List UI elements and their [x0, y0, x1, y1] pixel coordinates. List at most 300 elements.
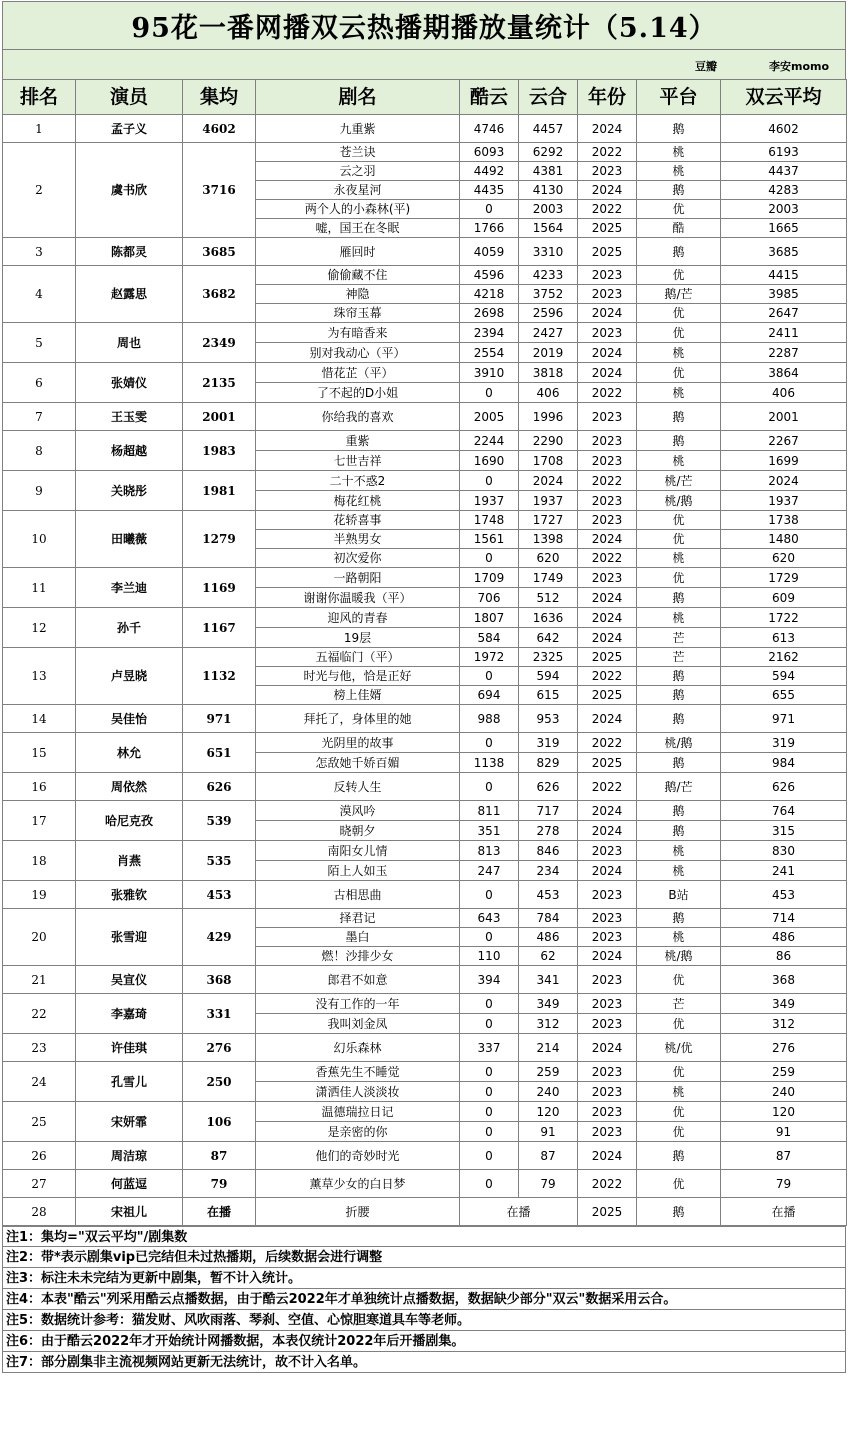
rank-cell: 14 — [3, 705, 76, 733]
yunhe-cell: 234 — [519, 861, 578, 881]
yunhe-cell: 1636 — [519, 608, 578, 628]
kuyun-cell: 4596 — [460, 266, 519, 285]
table-row — [3, 608, 847, 628]
header-rank: 排名 — [3, 80, 76, 115]
yunhe-cell: 829 — [519, 753, 578, 773]
drama-name-cell: 云之羽 — [256, 162, 460, 181]
drama-name-cell: 陌上人如玉 — [256, 861, 460, 881]
actor-cell: 王玉雯 — [76, 403, 183, 431]
platform-cell: 酷 — [637, 219, 721, 238]
drama-name-cell: 幻乐森林 — [256, 1034, 460, 1062]
dual-avg-cell: 655 — [721, 686, 847, 705]
rank-cell: 21 — [3, 966, 76, 994]
platform-cell: 鹅 — [637, 115, 721, 143]
year-cell: 2023 — [578, 403, 637, 431]
table-row — [3, 648, 847, 667]
kuyun-cell: 4435 — [460, 181, 519, 200]
dual-avg-cell: 1937 — [721, 491, 847, 511]
drama-name-cell: 谢谢你温暖我（平） — [256, 588, 460, 608]
episode-avg-cell: 971 — [183, 705, 256, 733]
note-line: 注4：本表"酷云"列采用酷云点播数据，由于酷云2022年才单独统计点播数据，数据缺少部分"双云"数据采用云合。 — [2, 1289, 846, 1310]
year-cell: 2023 — [578, 1102, 637, 1122]
dual-avg-cell: 620 — [721, 549, 847, 568]
spreadsheet — [2, 1, 846, 1439]
credits-row — [2, 50, 846, 79]
yunhe-cell: 486 — [519, 928, 578, 947]
episode-avg-cell: 331 — [183, 994, 256, 1034]
year-cell: 2022 — [578, 200, 637, 219]
year-cell: 2023 — [578, 928, 637, 947]
platform-cell: 优 — [637, 1014, 721, 1034]
year-cell: 2024 — [578, 115, 637, 143]
kuyun-cell: 2244 — [460, 431, 519, 451]
kuyun-cell: 在播 — [460, 1198, 578, 1226]
actor-cell: 吴佳怡 — [76, 705, 183, 733]
platform-cell: 桃/优 — [637, 1034, 721, 1062]
kuyun-cell: 0 — [460, 881, 519, 909]
year-cell: 2022 — [578, 383, 637, 403]
yunhe-cell: 453 — [519, 881, 578, 909]
episode-avg-cell: 4602 — [183, 115, 256, 143]
year-cell: 2024 — [578, 947, 637, 966]
year-cell: 2024 — [578, 304, 637, 323]
kuyun-cell: 0 — [460, 200, 519, 219]
table-row — [3, 363, 847, 383]
kuyun-cell: 0 — [460, 773, 519, 801]
year-cell: 2023 — [578, 162, 637, 181]
platform-cell: 桃/鹅 — [637, 733, 721, 753]
rank-cell: 3 — [3, 238, 76, 266]
dual-avg-cell: 4602 — [721, 115, 847, 143]
drama-name-cell: 漠风吟 — [256, 801, 460, 821]
kuyun-cell: 1709 — [460, 568, 519, 588]
drama-name-cell: 惜花芷（平） — [256, 363, 460, 383]
table-row — [3, 431, 847, 451]
kuyun-cell: 4492 — [460, 162, 519, 181]
table-row — [3, 1198, 847, 1226]
yunhe-cell: 615 — [519, 686, 578, 705]
dual-avg-cell: 368 — [721, 966, 847, 994]
year-cell: 2023 — [578, 511, 637, 530]
episode-avg-cell: 1132 — [183, 648, 256, 705]
yunhe-cell: 1708 — [519, 451, 578, 471]
rank-cell: 22 — [3, 994, 76, 1034]
yunhe-cell: 278 — [519, 821, 578, 841]
rank-cell: 6 — [3, 363, 76, 403]
year-cell: 2024 — [578, 705, 637, 733]
drama-name-cell: 别对我动心（平） — [256, 343, 460, 363]
yunhe-cell: 349 — [519, 994, 578, 1014]
kuyun-cell: 0 — [460, 549, 519, 568]
kuyun-cell: 4218 — [460, 285, 519, 304]
episode-avg-cell: 250 — [183, 1062, 256, 1102]
drama-name-cell: 永夜星河 — [256, 181, 460, 200]
drama-name-cell: 两个人的小森林(平) — [256, 200, 460, 219]
drama-name-cell: 折腰 — [256, 1198, 460, 1226]
table-row — [3, 1142, 847, 1170]
platform-cell: 鹅 — [637, 403, 721, 431]
platform-cell: 桃 — [637, 841, 721, 861]
table-row — [3, 568, 847, 588]
actor-cell: 肖燕 — [76, 841, 183, 881]
yunhe-cell: 62 — [519, 947, 578, 966]
header-ep-avg: 集均 — [183, 80, 256, 115]
drama-name-cell: 光阴里的故事 — [256, 733, 460, 753]
table-row — [3, 143, 847, 162]
rank-cell: 24 — [3, 1062, 76, 1102]
actor-cell: 关晓彤 — [76, 471, 183, 511]
dual-avg-cell: 240 — [721, 1082, 847, 1102]
drama-name-cell: 七世吉祥 — [256, 451, 460, 471]
episode-avg-cell: 429 — [183, 909, 256, 966]
header-year: 年份 — [578, 80, 637, 115]
year-cell: 2023 — [578, 881, 637, 909]
rank-cell: 25 — [3, 1102, 76, 1142]
platform-cell: 桃 — [637, 162, 721, 181]
dual-avg-cell: 4415 — [721, 266, 847, 285]
drama-name-cell: 榜上佳婿 — [256, 686, 460, 705]
platform-cell: 桃 — [637, 451, 721, 471]
platform-cell: 桃 — [637, 549, 721, 568]
year-cell: 2025 — [578, 648, 637, 667]
table-row — [3, 1062, 847, 1082]
drama-name-cell: 薰草少女的白日梦 — [256, 1170, 460, 1198]
dual-avg-cell: 276 — [721, 1034, 847, 1062]
actor-cell: 陈都灵 — [76, 238, 183, 266]
kuyun-cell: 643 — [460, 909, 519, 928]
platform-cell: 优 — [637, 323, 721, 343]
actor-cell: 孙千 — [76, 608, 183, 648]
drama-name-cell: 我叫刘金凤 — [256, 1014, 460, 1034]
platform-cell: 优 — [637, 200, 721, 219]
yunhe-cell: 2427 — [519, 323, 578, 343]
drama-name-cell: 梅花红桃 — [256, 491, 460, 511]
year-cell: 2023 — [578, 266, 637, 285]
dual-avg-cell: 971 — [721, 705, 847, 733]
year-cell: 2023 — [578, 451, 637, 471]
dual-avg-cell: 349 — [721, 994, 847, 1014]
table-row — [3, 994, 847, 1014]
year-cell: 2022 — [578, 733, 637, 753]
table-row — [3, 909, 847, 928]
table-row — [3, 773, 847, 801]
platform-cell: 鹅 — [637, 909, 721, 928]
table-row — [3, 705, 847, 733]
platform-cell: 优 — [637, 1170, 721, 1198]
dual-avg-cell: 406 — [721, 383, 847, 403]
kuyun-cell: 2394 — [460, 323, 519, 343]
kuyun-cell: 0 — [460, 994, 519, 1014]
rank-cell: 7 — [3, 403, 76, 431]
episode-avg-cell: 2001 — [183, 403, 256, 431]
note-line: 注2：带*表示剧集vip已完结但未过热播期，后续数据会进行调整 — [2, 1247, 846, 1268]
kuyun-cell: 1690 — [460, 451, 519, 471]
kuyun-cell: 4059 — [460, 238, 519, 266]
platform-cell: 鹅 — [637, 1198, 721, 1226]
actor-cell: 周洁琼 — [76, 1142, 183, 1170]
year-cell: 2025 — [578, 238, 637, 266]
note-line: 注3：标注未未完结为更新中剧集，暂不计入统计。 — [2, 1268, 846, 1289]
platform-cell: 优 — [637, 363, 721, 383]
actor-cell: 宋妍霏 — [76, 1102, 183, 1142]
kuyun-cell: 351 — [460, 821, 519, 841]
yunhe-cell: 1564 — [519, 219, 578, 238]
actor-cell: 张雪迎 — [76, 909, 183, 966]
year-cell: 2024 — [578, 821, 637, 841]
drama-name-cell: 二十不惑2 — [256, 471, 460, 491]
platform-cell: 优 — [637, 1122, 721, 1142]
dual-avg-cell: 315 — [721, 821, 847, 841]
note-line: 注6：由于酷云2022年才开始统计网播数据，本表仅统计2022年后开播剧集。 — [2, 1331, 846, 1352]
year-cell: 2022 — [578, 1170, 637, 1198]
platform-cell: 鹅 — [637, 588, 721, 608]
year-cell: 2023 — [578, 1062, 637, 1082]
drama-name-cell: 五福临门（平） — [256, 648, 460, 667]
drama-name-cell: 古相思曲 — [256, 881, 460, 909]
table-row — [3, 471, 847, 491]
episode-avg-cell: 1279 — [183, 511, 256, 568]
notes-section — [2, 1226, 846, 1373]
platform-cell: 优 — [637, 1062, 721, 1082]
year-cell: 2024 — [578, 1142, 637, 1170]
rank-cell: 12 — [3, 608, 76, 648]
dual-avg-cell: 984 — [721, 753, 847, 773]
header-drama: 剧名 — [256, 80, 460, 115]
rank-cell: 4 — [3, 266, 76, 323]
dual-avg-cell: 2001 — [721, 403, 847, 431]
year-cell: 2024 — [578, 861, 637, 881]
dual-avg-cell: 4437 — [721, 162, 847, 181]
actor-cell: 哈尼克孜 — [76, 801, 183, 841]
dual-avg-cell: 1738 — [721, 511, 847, 530]
dual-avg-cell: 1665 — [721, 219, 847, 238]
platform-cell: 鹅 — [637, 181, 721, 200]
platform-cell: 鹅 — [637, 821, 721, 841]
drama-name-cell: 择君记 — [256, 909, 460, 928]
kuyun-cell: 0 — [460, 1170, 519, 1198]
dual-avg-cell: 1722 — [721, 608, 847, 628]
year-cell: 2024 — [578, 181, 637, 200]
kuyun-cell: 0 — [460, 1062, 519, 1082]
drama-name-cell: 温德瑞拉日记 — [256, 1102, 460, 1122]
actor-cell: 何蓝逗 — [76, 1170, 183, 1198]
year-cell: 2025 — [578, 1198, 637, 1226]
header-yunhe: 云合 — [519, 80, 578, 115]
kuyun-cell: 584 — [460, 628, 519, 648]
yunhe-cell: 2290 — [519, 431, 578, 451]
dual-avg-cell: 2411 — [721, 323, 847, 343]
platform-cell: 芒 — [637, 648, 721, 667]
kuyun-cell: 1138 — [460, 753, 519, 773]
kuyun-cell: 811 — [460, 801, 519, 821]
drama-name-cell: 一路朝阳 — [256, 568, 460, 588]
yunhe-cell: 341 — [519, 966, 578, 994]
episode-avg-cell: 79 — [183, 1170, 256, 1198]
yunhe-cell: 87 — [519, 1142, 578, 1170]
yunhe-cell: 406 — [519, 383, 578, 403]
yunhe-cell: 1996 — [519, 403, 578, 431]
yunhe-cell: 4233 — [519, 266, 578, 285]
drama-name-cell: 迎风的青春 — [256, 608, 460, 628]
episode-avg-cell: 2135 — [183, 363, 256, 403]
drama-name-cell: 初次爱你 — [256, 549, 460, 568]
yunhe-cell: 1727 — [519, 511, 578, 530]
platform-cell: 优 — [637, 966, 721, 994]
episode-avg-cell: 1983 — [183, 431, 256, 471]
actor-cell: 吴宣仪 — [76, 966, 183, 994]
rank-cell: 13 — [3, 648, 76, 705]
actor-cell: 卢昱晓 — [76, 648, 183, 705]
year-cell: 2023 — [578, 1014, 637, 1034]
kuyun-cell: 0 — [460, 471, 519, 491]
platform-cell: 桃 — [637, 1082, 721, 1102]
platform-cell: 优 — [637, 304, 721, 323]
note-line: 注7：部分剧集非主流视频网站更新无法统计，故不计入名单。 — [2, 1352, 846, 1373]
kuyun-cell: 694 — [460, 686, 519, 705]
year-cell: 2024 — [578, 628, 637, 648]
table-row — [3, 238, 847, 266]
year-cell: 2023 — [578, 909, 637, 928]
header-actor: 演员 — [76, 80, 183, 115]
dual-avg-cell: 91 — [721, 1122, 847, 1142]
yunhe-cell: 79 — [519, 1170, 578, 1198]
drama-name-cell: 郎君不如意 — [256, 966, 460, 994]
episode-avg-cell: 3716 — [183, 143, 256, 238]
actor-cell: 周依然 — [76, 773, 183, 801]
episode-avg-cell: 2349 — [183, 323, 256, 363]
table-row — [3, 1170, 847, 1198]
dual-avg-cell: 241 — [721, 861, 847, 881]
yunhe-cell: 312 — [519, 1014, 578, 1034]
platform-cell: 鹅 — [637, 431, 721, 451]
platform-cell: 桃 — [637, 928, 721, 947]
table-row — [3, 403, 847, 431]
drama-name-cell: 是亲密的你 — [256, 1122, 460, 1142]
table-row — [3, 841, 847, 861]
rank-cell: 20 — [3, 909, 76, 966]
drama-name-cell: 潇洒佳人淡淡妆 — [256, 1082, 460, 1102]
dual-avg-cell: 453 — [721, 881, 847, 909]
yunhe-cell: 1937 — [519, 491, 578, 511]
drama-name-cell: 墨白 — [256, 928, 460, 947]
year-cell: 2024 — [578, 530, 637, 549]
actor-cell: 宋祖儿 — [76, 1198, 183, 1226]
dual-avg-cell: 2024 — [721, 471, 847, 491]
yunhe-cell: 953 — [519, 705, 578, 733]
drama-name-cell: 没有工作的一年 — [256, 994, 460, 1014]
kuyun-cell: 110 — [460, 947, 519, 966]
year-cell: 2024 — [578, 343, 637, 363]
platform-cell: 优 — [637, 568, 721, 588]
actor-cell: 李兰迪 — [76, 568, 183, 608]
year-cell: 2023 — [578, 1122, 637, 1142]
table-row — [3, 323, 847, 343]
table-row — [3, 1102, 847, 1122]
drama-name-cell: 香蕉先生不睡觉 — [256, 1062, 460, 1082]
yunhe-cell: 2003 — [519, 200, 578, 219]
episode-avg-cell: 651 — [183, 733, 256, 773]
kuyun-cell: 706 — [460, 588, 519, 608]
episode-avg-cell: 87 — [183, 1142, 256, 1170]
year-cell: 2023 — [578, 568, 637, 588]
episode-avg-cell: 535 — [183, 841, 256, 881]
drama-name-cell: 神隐 — [256, 285, 460, 304]
kuyun-cell: 0 — [460, 928, 519, 947]
header-kuyun: 酷云 — [460, 80, 519, 115]
rank-cell: 8 — [3, 431, 76, 471]
dual-avg-cell: 259 — [721, 1062, 847, 1082]
drama-name-cell: 偷偷藏不住 — [256, 266, 460, 285]
drama-name-cell: 他们的奇妙时光 — [256, 1142, 460, 1170]
kuyun-cell: 337 — [460, 1034, 519, 1062]
drama-name-cell: 重紫 — [256, 431, 460, 451]
actor-cell: 赵露思 — [76, 266, 183, 323]
dual-avg-cell: 714 — [721, 909, 847, 928]
yunhe-cell: 626 — [519, 773, 578, 801]
actor-cell: 许佳琪 — [76, 1034, 183, 1062]
drama-name-cell: 时光与他，恰是正好 — [256, 667, 460, 686]
drama-name-cell: 拜托了，身体里的她 — [256, 705, 460, 733]
drama-name-cell: 雁回时 — [256, 238, 460, 266]
dual-avg-cell: 613 — [721, 628, 847, 648]
actor-cell: 孔雪儿 — [76, 1062, 183, 1102]
year-cell: 2022 — [578, 667, 637, 686]
year-cell: 2022 — [578, 549, 637, 568]
actor-cell: 张婧仪 — [76, 363, 183, 403]
platform-cell: 鹅 — [637, 667, 721, 686]
year-cell: 2023 — [578, 1082, 637, 1102]
rank-cell: 23 — [3, 1034, 76, 1062]
dual-avg-cell: 6193 — [721, 143, 847, 162]
header-dual-avg: 双云平均 — [721, 80, 847, 115]
drama-name-cell: 你给我的喜欢 — [256, 403, 460, 431]
kuyun-cell: 0 — [460, 1122, 519, 1142]
kuyun-cell: 813 — [460, 841, 519, 861]
rank-cell: 5 — [3, 323, 76, 363]
actor-cell: 杨超越 — [76, 431, 183, 471]
platform-cell: 鹅 — [637, 705, 721, 733]
yunhe-cell: 4381 — [519, 162, 578, 181]
credit-douban: 豆瓣 — [695, 60, 717, 73]
yunhe-cell: 846 — [519, 841, 578, 861]
episode-avg-cell: 3685 — [183, 238, 256, 266]
kuyun-cell: 4746 — [460, 115, 519, 143]
episode-avg-cell: 453 — [183, 881, 256, 909]
platform-cell: 桃/鹅 — [637, 947, 721, 966]
year-cell: 2022 — [578, 143, 637, 162]
rank-cell: 1 — [3, 115, 76, 143]
dual-avg-cell: 2647 — [721, 304, 847, 323]
kuyun-cell: 6093 — [460, 143, 519, 162]
yunhe-cell: 620 — [519, 549, 578, 568]
dual-avg-cell: 594 — [721, 667, 847, 686]
actor-cell: 林允 — [76, 733, 183, 773]
yunhe-cell: 2019 — [519, 343, 578, 363]
platform-cell: B站 — [637, 881, 721, 909]
year-cell: 2023 — [578, 431, 637, 451]
platform-cell: 桃/芒 — [637, 471, 721, 491]
actor-cell: 李嘉琦 — [76, 994, 183, 1034]
platform-cell: 桃 — [637, 608, 721, 628]
kuyun-cell: 1561 — [460, 530, 519, 549]
platform-cell: 芒 — [637, 628, 721, 648]
year-cell: 2024 — [578, 588, 637, 608]
table-row — [3, 733, 847, 753]
year-cell: 2023 — [578, 491, 637, 511]
dual-avg-cell: 2287 — [721, 343, 847, 363]
platform-cell: 鹅 — [637, 1142, 721, 1170]
kuyun-cell: 0 — [460, 733, 519, 753]
